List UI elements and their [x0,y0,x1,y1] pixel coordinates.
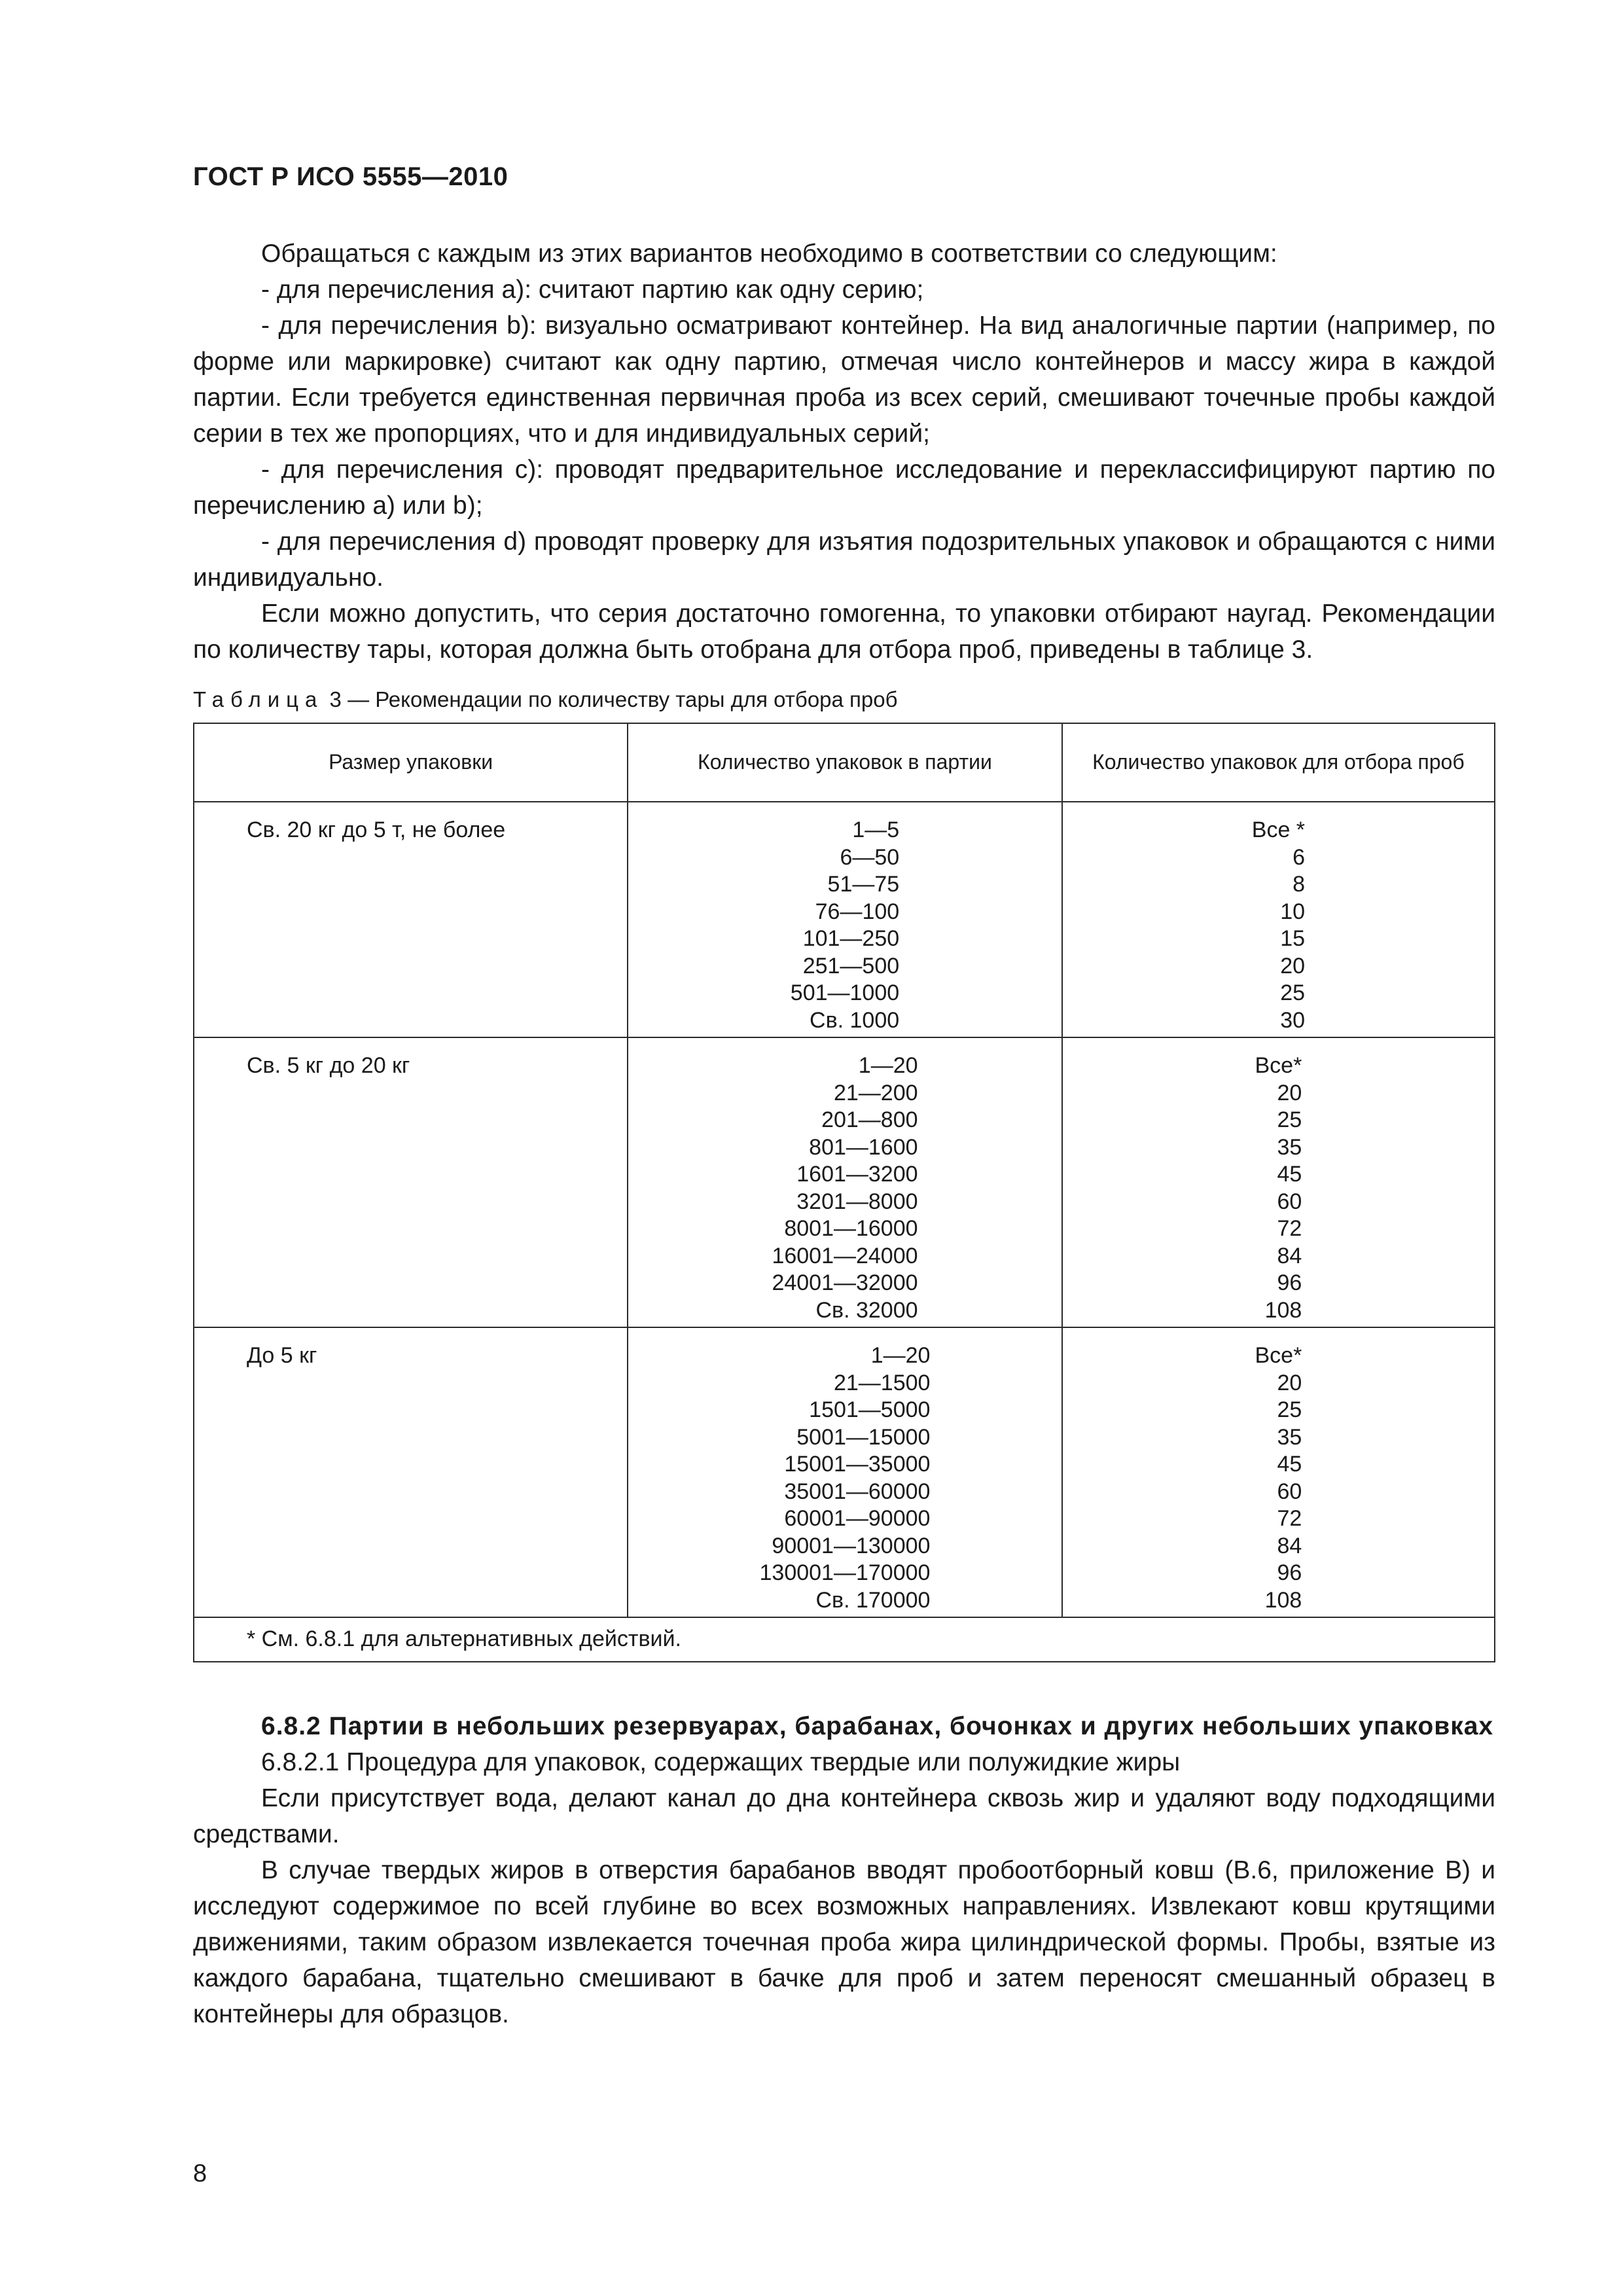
sample-quantity-value: 60 [1277,1189,1302,1214]
sample-quantity-value: 30 [1280,1007,1306,1033]
sample-quantity-value: 45 [1277,1162,1302,1187]
table-footnote-row [194,1617,1495,1662]
sample-quantity-value: 25 [1280,980,1306,1005]
sample-quantity-value: 20 [1277,1370,1302,1395]
sample-quantity-value: 72 [1277,1506,1302,1531]
sample-quantity-value: 10 [1280,899,1306,924]
sample-quantity-value: 25 [1277,1107,1302,1132]
lot-quantity-value: Св. 32000 [815,1297,918,1323]
paragraph: - для перечисления d) проводят проверку для изъятия подозрительных упаковок и обращаются с ними индивидуально. [193,528,1495,592]
lot-quantity-value: 501—1000 [790,980,900,1005]
intro-text [193,236,1495,668]
lot-quantity-value: 8001—16000 [784,1216,918,1241]
lot-quantity-value: 1—20 [870,1343,931,1368]
package-size-cell: До 5 кг [194,1327,628,1617]
sample-quantity-value: 96 [1277,1270,1302,1295]
lot-quantity-value: 35001—60000 [784,1479,931,1504]
sample-quantity-value: 35 [1277,1134,1302,1160]
document-header: ГОСТ Р ИСО 5555—2010 [193,162,508,191]
sample-quantity-value: 84 [1277,1533,1302,1558]
lot-quantity-value: 5001—15000 [796,1424,931,1450]
sampling-table [193,723,1495,1662]
header-lot-quantity: Количество упаковок в партии [628,723,1062,802]
table-caption-label: Таблица [193,687,324,711]
sample-quantity-value: 60 [1277,1479,1302,1504]
lot-quantity-value: 101—250 [802,926,900,951]
table-footnote: * См. 6.8.1 для альтернативных действий. [194,1617,1495,1662]
sample-quantity-list [1255,1052,1302,1324]
section-heading: 6.8.2 Партии в небольших резервуарах, барабанах, бочонках и других небольших упаковках [261,1712,1494,1740]
sample-quantity-value: 108 [1264,1297,1302,1323]
sample-quantity-cell [1062,802,1495,1037]
section-subheading: 6.8.2.1 Процедура для упаковок, содержащих твердые или полужидкие жиры [261,1748,1181,1776]
lot-quantity-value: 16001—24000 [772,1243,918,1268]
lot-quantity-value: Св. 1000 [810,1007,900,1033]
sample-quantity-value: 6 [1293,844,1306,870]
lot-quantity-value: 251—500 [802,953,900,978]
sample-quantity-cell [1062,1037,1495,1327]
lot-quantity-value: 1601—3200 [796,1162,918,1187]
sample-quantity-value: 8 [1293,872,1306,897]
paragraph: В случае твердых жиров в отверстия барабанов вводят пробоотборный ковш (В.6, приложение В) и исследуют содержимое по всей глубине во всех возможных направлениях. Извлекают ковш крутящими движениями, таким образом извлекается точечная проба жира цилиндрической формы. Пробы, взятые из каждого барабана, тщательно смешивают в бачке для проб и затем переносят смешанный образец в контейнеры для образцов. [193,1856,1495,2028]
sample-quantity-value: 35 [1277,1424,1302,1450]
lot-quantity-list [791,817,899,1034]
lot-quantity-value: 21—200 [833,1080,918,1105]
lot-quantity-value: 1—20 [858,1053,918,1078]
lot-quantity-value: 15001—35000 [784,1452,931,1477]
page-number: 8 [193,2160,207,2187]
lot-quantity-value: 90001—130000 [772,1533,931,1558]
lot-quantity-value: 201—800 [821,1107,918,1132]
table-caption-text: 3 — Рекомендации по количеству тары для отбора проб [323,687,898,711]
sample-quantity-value: 20 [1280,953,1306,978]
table-row [194,802,1495,1037]
lot-quantity-value: 6—50 [840,844,900,870]
sample-quantity-value: Все* [1255,1053,1302,1078]
lot-quantity-value: Св. 170000 [815,1587,931,1613]
table-row [194,1037,1495,1327]
paragraph: - для перечисления c): проводят предварительное исследование и переклассифицируют партию по перечислению a) или b); [193,456,1495,520]
sample-quantity-list [1252,817,1305,1034]
sample-quantity-value: 96 [1277,1560,1302,1585]
lot-quantity-value: 51—75 [827,872,900,897]
package-size-cell: Св. 20 кг до 5 т, не более [194,802,628,1037]
lot-quantity-value: 130001—170000 [759,1560,931,1585]
lot-quantity-value: 1501—5000 [809,1397,931,1422]
section-6-8-2 [193,1708,1495,2032]
sample-quantity-cell [1062,1327,1495,1617]
lot-quantity-value: 21—1500 [833,1370,931,1395]
paragraph: Если можно допустить, что серия достаточно гомогенна, то упаковки отбирают наугад. Рекомендации по количеству тары, которая должна быть отобрана для отбора проб, приведены в таблице 3. [193,600,1495,664]
lot-quantity-value: 76—100 [815,899,900,924]
table-header-row [194,723,1495,802]
header-sample-quantity: Количество упаковок для отбора проб [1062,723,1495,802]
paragraph: Если присутствует вода, делают канал до дна контейнера сквозь жир и удаляют воду подходящими средствами. [193,1784,1495,1848]
lot-quantity-value: 3201—8000 [796,1189,918,1214]
lot-quantity-list [760,1342,931,1614]
sample-quantity-value: 84 [1277,1243,1302,1268]
lot-quantity-value: 1—5 [852,817,900,842]
sample-quantity-value: 25 [1277,1397,1302,1422]
sample-quantity-value: 20 [1277,1080,1302,1105]
sample-quantity-value: 45 [1277,1452,1302,1477]
lot-quantity-value: 60001—90000 [784,1506,931,1531]
sample-quantity-value: Все* [1255,1343,1302,1368]
header-package-size: Размер упаковки [194,723,628,802]
sample-quantity-value: 108 [1264,1587,1302,1613]
paragraph: - для перечисления a): считают партию как одну серию; [261,276,924,304]
package-size-cell: Св. 5 кг до 20 кг [194,1037,628,1327]
paragraph: Обращаться с каждым из этих вариантов необходимо в соответствии со следующим: [261,240,1277,268]
sample-quantity-value: 15 [1280,926,1306,951]
lot-quantity-cell [628,1037,1062,1327]
table-row [194,1327,1495,1617]
table-body [194,802,1495,1617]
sample-quantity-value: Все * [1251,817,1306,842]
lot-quantity-cell [628,802,1062,1037]
table-caption [193,687,898,712]
lot-quantity-list [772,1052,918,1324]
paragraph: - для перечисления b): визуально осматривают контейнер. На вид аналогичные партии (например, по форме или маркировке) считают как одну партию, отмечая число контейнеров и массу жира в каждой партии. Если требуется единственная первичная проба из всех серий, смешивают точечные пробы каждой серии в тех же пропорциях, что и для индивидуальных серий; [193,312,1495,448]
lot-quantity-value: 24001—32000 [772,1270,918,1295]
sample-quantity-list [1255,1342,1302,1614]
lot-quantity-cell [628,1327,1062,1617]
lot-quantity-value: 801—1600 [809,1134,918,1160]
sample-quantity-value: 72 [1277,1216,1302,1241]
